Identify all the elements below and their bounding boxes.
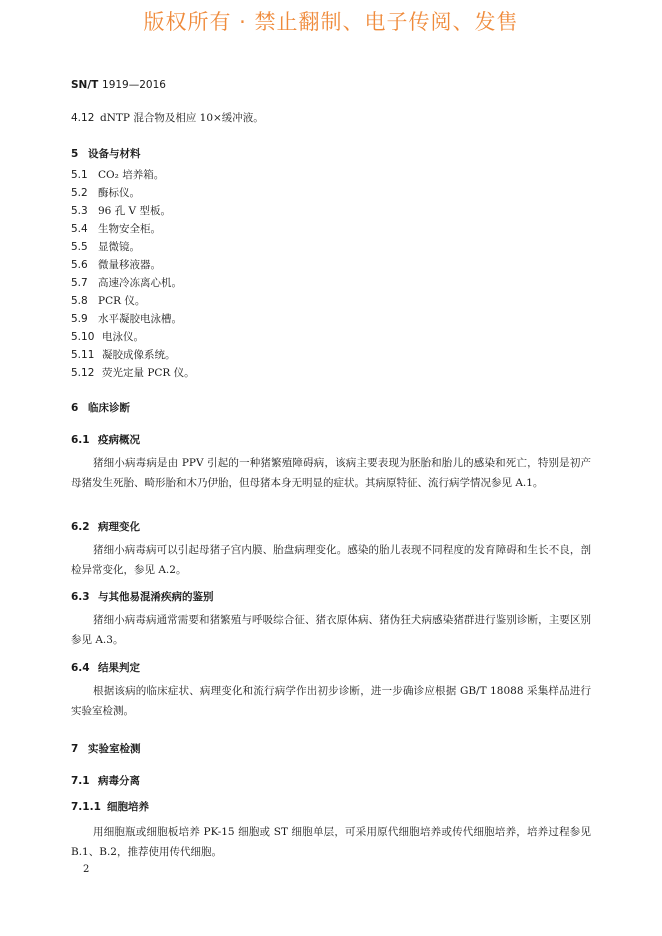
standard-year: 1919—2016 xyxy=(102,79,166,91)
paragraph-6-3: 猪细小病毒病通常需要和猪繁殖与呼吸综合征、猪衣原体病、猪伪狂犬病感染猪群进行鉴别诊断，主要区别参见 A.3。 xyxy=(71,614,591,646)
page-number: 2 xyxy=(83,864,90,875)
section-7-1-heading: 7.1 病毒分离 xyxy=(71,775,140,787)
section-6-1-heading: 6.1 疫病概况 xyxy=(71,434,140,446)
section-7-1-1-heading: 7.1.1 细胞培养 xyxy=(71,801,149,813)
item-5-1: 5.1 CO₂ 培养箱。 xyxy=(71,169,165,181)
item-5-8: 5.8 PCR 仪。 xyxy=(71,295,146,307)
item-5-4: 5.4 生物安全柜。 xyxy=(71,223,161,235)
watermark-banner: 版权所有 · 禁止翻制、电子传阅、发售 xyxy=(143,10,519,34)
item-5-10: 5.10 电泳仪。 xyxy=(71,331,144,343)
item-5-9: 5.9 水平凝胶电泳槽。 xyxy=(71,313,182,325)
section-7-heading: 7 实验室检测 xyxy=(71,743,141,755)
item-5-5: 5.5 显微镜。 xyxy=(71,241,140,253)
section-6-4-heading: 6.4 结果判定 xyxy=(71,662,140,674)
paragraph-6-1: 猪细小病毒病是由 PPV 引起的一种猪繁殖障碍病，该病主要表现为胚胎和胎儿的感染和死亡，特别是初产母猪发生死胎、畸形胎和木乃伊胎，但母猪本身无明显的症状。其病原特征、流行病学情况参见 A.1。 xyxy=(71,457,591,489)
section-5-heading: 5 设备与材料 xyxy=(71,148,141,160)
section-6-2-heading: 6.2 病理变化 xyxy=(71,521,140,533)
standard-code-prefix: SN/T xyxy=(71,79,99,91)
item-5-7: 5.7 高速冷冻离心机。 xyxy=(71,277,182,289)
item-5-12: 5.12 荧光定量 PCR 仪。 xyxy=(71,367,195,379)
section-6-3-heading: 6.3 与其他易混淆疾病的鉴别 xyxy=(71,591,214,603)
item-4-12: 4.12 dNTP 混合物及相应 10×缓冲液。 xyxy=(71,112,264,124)
paragraph-6-4: 根据该病的临床症状、病理变化和流行病学作出初步诊断，进一步确诊应根据 GB/T 18088 采集样品进行实验室检测。 xyxy=(71,685,591,717)
item-5-3: 5.3 96 孔 V 型板。 xyxy=(71,205,171,217)
item-5-6: 5.6 微量移液器。 xyxy=(71,259,161,271)
item-5-11: 5.11 凝胶成像系统。 xyxy=(71,349,176,361)
item-5-2: 5.2 酶标仪。 xyxy=(71,187,140,199)
paragraph-6-2: 猪细小病毒病可以引起母猪子宫内膜、胎盘病理变化。感染的胎儿表现不同程度的发育障碍和生长不良，剖检异常变化，参见 A.2。 xyxy=(71,544,591,576)
section-6-heading: 6 临床诊断 xyxy=(71,402,130,414)
standard-code xyxy=(71,79,166,91)
paragraph-7-1-1: 用细胞瓶或细胞板培养 PK-15 细胞或 ST 细胞单层，可采用原代细胞培养或传代细胞培养，培养过程参见 B.1、B.2，推荐使用传代细胞。 xyxy=(71,826,591,858)
